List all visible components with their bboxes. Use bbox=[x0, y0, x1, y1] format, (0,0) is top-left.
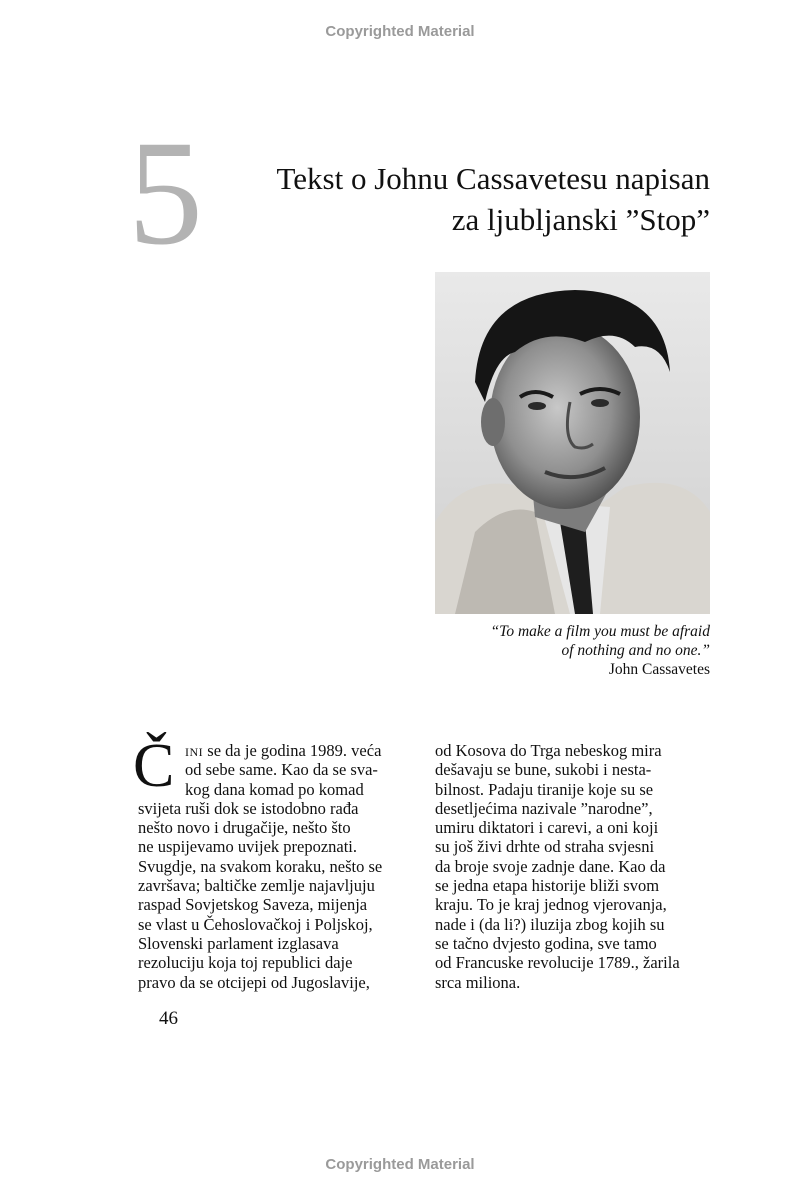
body-line: Svugdje, na svakom koraku, nešto se bbox=[138, 856, 383, 876]
chapter-title-line: za ljubljanski ”Stop” bbox=[451, 202, 710, 237]
portrait-illustration bbox=[435, 272, 710, 614]
body-line: bilnost. Padaju tiranije koje su se bbox=[435, 779, 654, 799]
photo-caption bbox=[410, 622, 710, 679]
body-line: raspad Sovjetskog Saveza, mijenja bbox=[138, 895, 368, 915]
quote-author: John Cassavetes bbox=[608, 661, 710, 678]
chapter-title bbox=[250, 158, 710, 240]
body-line: od Kosova do Trga nebeskog mira bbox=[435, 741, 662, 760]
body-line: od sebe same. Kao da se sva- bbox=[185, 760, 378, 780]
body-line: umiru diktatori i carevi, a oni koji bbox=[435, 818, 659, 838]
quote-line: of nothing and no one.” bbox=[561, 642, 710, 659]
body-column-right bbox=[435, 741, 710, 992]
page-number: 46 bbox=[159, 1008, 178, 1029]
body-line: dešavaju se bune, sukobi i nesta- bbox=[435, 760, 652, 780]
drop-cap: Č bbox=[133, 732, 175, 800]
body-line: desetljećima nazivale ”narodne”, bbox=[435, 798, 653, 818]
body-column-left bbox=[133, 732, 413, 992]
small-caps-word: ini bbox=[185, 741, 204, 760]
body-line: nešto novo i drugačije, nešto što bbox=[138, 818, 351, 838]
body-line: se vlast u Čehoslovačkoj i Poljskoj, bbox=[138, 914, 373, 934]
body-line: ne uspijevamo uvijek prepoznati. bbox=[138, 837, 358, 857]
chapter-number: 5 bbox=[128, 110, 203, 276]
body-line: kraju. To je kraj jednog vjerovanja, bbox=[435, 895, 667, 915]
body-line: da broje svoje zadnje dane. Kao da bbox=[435, 856, 666, 876]
body-line: Slovenski parlament izglasava bbox=[138, 933, 339, 953]
body-line: su još živi drhte od straha svjesni bbox=[435, 837, 655, 857]
body-line: završava; baltičke zemlje najavljuju bbox=[138, 876, 375, 896]
body-line: od Francuske revolucije 1789., žarila bbox=[435, 953, 680, 973]
body-line: srca miliona. bbox=[435, 972, 521, 992]
portrait-photo bbox=[435, 272, 710, 614]
copyright-watermark-top: Copyrighted Material bbox=[325, 23, 475, 40]
body-line-rest: se da je godina 1989. veća bbox=[203, 741, 382, 760]
body-line: se jedna etapa historije bliži svom bbox=[435, 876, 660, 896]
body-line bbox=[138, 741, 413, 760]
body-line: nade i (da li?) iluzija zbog kojih su bbox=[435, 914, 665, 934]
copyright-watermark-bottom: Copyrighted Material bbox=[325, 1156, 475, 1173]
body-line: pravo da se otcijepi od Jugoslavije, bbox=[138, 972, 370, 992]
quote-line: “To make a film you must be afraid bbox=[490, 623, 710, 640]
body-line: se tačno dvjesto godina, sve tamo bbox=[435, 933, 657, 953]
body-line: svijeta ruši dok se istodobno rađa bbox=[138, 798, 359, 818]
body-line: kog dana komad po komad bbox=[185, 779, 364, 799]
chapter-title-line: Tekst o Johnu Cassavetesu napisan bbox=[276, 161, 710, 196]
body-line: rezoluciju koja toj republici daje bbox=[138, 953, 353, 973]
